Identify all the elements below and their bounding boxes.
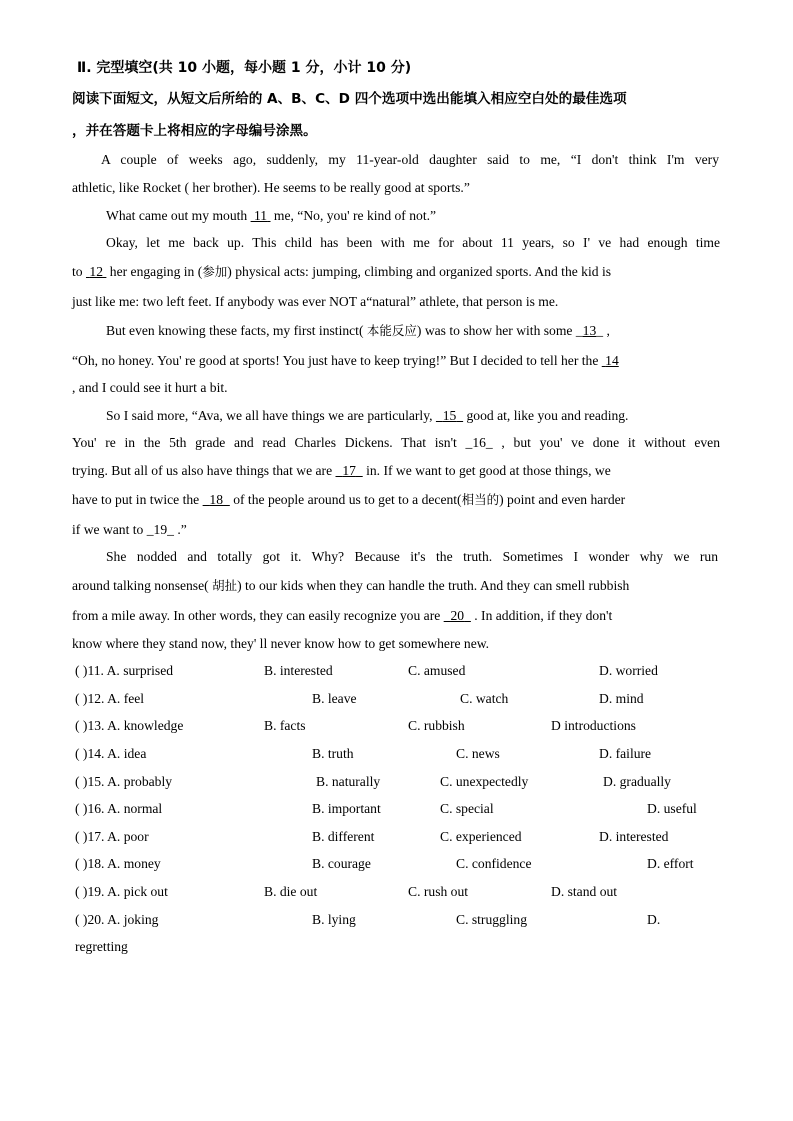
passage-p4-line1 [106, 322, 754, 340]
question-option-c: C. rush out [408, 884, 469, 899]
question-option-d: D. interested [599, 829, 669, 844]
blank-12 [86, 264, 106, 279]
passage-p6-line3 [72, 607, 720, 625]
text-span: . In addition, if they don't [470, 608, 613, 623]
question-row [72, 773, 722, 791]
passage-p5-line2: You' re in the 5th grade and read Charles Dickens. That isn't _16_ , but you' ve done it without even [72, 435, 720, 450]
question-option-d: D. worried [599, 663, 658, 678]
text-span: of the people around us to get to a decent( [229, 492, 462, 507]
question-option-b: B. courage [312, 856, 371, 871]
text-span: But even knowing these facts, my first instinct( [106, 323, 367, 338]
blank-number: 15 [442, 408, 457, 423]
blank-number: 18 [209, 492, 224, 507]
passage-p3-line3: just like me: two left feet. If anybody was ever NOT a“natural” athlete, that person is me. [72, 294, 559, 309]
cjk-gloss: 相当的 [461, 492, 500, 507]
question-option-c: C. experienced [440, 829, 522, 844]
text-span: to [72, 264, 86, 279]
question-option-c: C. watch [460, 691, 509, 706]
blank-number: 20 [450, 608, 465, 623]
question-option-b: B. important [312, 801, 381, 816]
question-row [72, 828, 722, 846]
question-option-c: C. amused [408, 663, 466, 678]
passage-p6-line1: She nodded and totally got it. Why? Because it's the truth. Sometimes I wonder why we run [106, 549, 718, 564]
question-option-d-wrap: regretting [75, 939, 128, 954]
blank-number: 14 [605, 353, 619, 368]
blank-15 [436, 408, 463, 423]
question-option-c: C. rubbish [408, 718, 465, 733]
text-span: in. If we want to get good at those things, we [362, 463, 611, 478]
text-span: have to put in twice the [72, 492, 203, 507]
question-option-d: D. stand out [551, 884, 618, 899]
question-option-b: B. interested [264, 663, 333, 678]
question-option-b: B. die out [264, 884, 318, 899]
cjk-gloss: 胡扯 [212, 578, 238, 593]
text-span: trying. But all of us also have things that we are [72, 463, 336, 478]
question-option-d: D introductions [551, 718, 636, 733]
question-row [72, 855, 722, 873]
text-span: _ , [596, 323, 610, 338]
text-span: good at, like you and reading. [463, 408, 629, 423]
question-option-a: ( )20. A. joking [75, 912, 159, 927]
question-option-a: ( )11. A. surprised [75, 663, 174, 678]
blank-14 [602, 353, 619, 368]
text-span: “Oh, no honey. You' re good at sports! You just have to keep trying!” But I decided to tell her the [72, 353, 602, 368]
blank-20 [444, 608, 471, 623]
question-option-c: C. struggling [456, 912, 527, 927]
blank-18 [203, 492, 230, 507]
question-option-c: C. unexpectedly [440, 774, 529, 789]
passage-p5-line4 [72, 491, 720, 509]
question-option-a: ( )16. A. normal [75, 801, 163, 816]
question-option-a: ( )13. A. knowledge [75, 718, 184, 733]
text-span: So I said more, “Ava, we all have things we are particularly, [106, 408, 436, 423]
passage-p6-line2 [72, 577, 720, 595]
text-span: from a mile away. In other words, they can easily recognize you are [72, 608, 444, 623]
question-option-a: ( )19. A. pick out [75, 884, 168, 899]
text-span: around talking nonsense( [72, 578, 213, 593]
passage-p1-line2: athletic, like Rocket ( her brother). He seems to be really good at sports.” [72, 180, 470, 195]
text-span: ) point and even harder [499, 492, 626, 507]
question-option-b: B. truth [312, 746, 354, 761]
blank-11 [251, 208, 271, 223]
question-option-a: ( )12. A. feel [75, 691, 145, 706]
question-option-d: D. failure [599, 746, 652, 761]
cjk-gloss: 参加 [202, 264, 228, 279]
question-option-d: D. useful [647, 801, 697, 816]
question-row [72, 745, 722, 763]
question-option-a: ( )15. A. probably [75, 774, 173, 789]
text-span: her engaging in ( [106, 264, 203, 279]
question-option-a: ( )18. A. money [75, 856, 161, 871]
section-title: Ⅱ. 完型填空(共 10 小题，每小题 1 分，小计 10 分) [77, 60, 412, 76]
question-row [72, 690, 722, 708]
blank-number: 17 [342, 463, 356, 478]
passage-p3-line1: Okay, let me back up. This child has been with me for about 11 years, so I' ve had enough time [106, 235, 720, 250]
passage-p2-line1 [106, 207, 754, 225]
question-row [72, 911, 722, 929]
blank-13: 13 [582, 323, 597, 338]
instruction-line-2: ，并在答题卡上将相应的字母编号涂黑。 [72, 123, 317, 139]
instruction-line-1: 阅读下面短文，从短文后所给的 A、B、C、D 四个选项中选出能填入相应空白处的最佳选项 [72, 91, 627, 107]
question-option-b: B. lying [312, 912, 356, 927]
text-span: ) physical acts: jumping, climbing and organized sports. And the kid is [227, 264, 612, 279]
question-option-c: C. confidence [456, 856, 532, 871]
question-option-b: B. naturally [316, 774, 381, 789]
passage-p4-line3: , and I could see it hurt a bit. [72, 380, 228, 395]
blank-number: 12 [89, 264, 103, 279]
blank-number: 11 [254, 208, 268, 223]
blank-17 [336, 463, 363, 478]
passage-p4-line2 [72, 352, 720, 370]
passage-p5-line5: if we want to _19_ .” [72, 522, 187, 537]
cjk-gloss: 本能反应 [366, 323, 417, 338]
text-span: ) was to show her with some _ [416, 323, 583, 338]
question-option-d: D. mind [599, 691, 644, 706]
question-row [72, 662, 722, 680]
question-option-a: ( )14. A. idea [75, 746, 147, 761]
question-option-b: B. different [312, 829, 375, 844]
question-option-c: C. news [456, 746, 500, 761]
question-option-c: C. special [440, 801, 494, 816]
text-span: What came out my mouth [106, 208, 251, 223]
text-span: me, “No, you' re kind of not.” [270, 208, 437, 223]
passage-p1-line1: A couple of weeks ago, suddenly, my 11-year-old daughter said to me, “I don't think I'm very [101, 152, 719, 167]
passage-p6-line4: know where they stand now, they' ll never know how to get somewhere new. [72, 636, 490, 651]
question-option-d: D. gradually [603, 774, 671, 789]
question-row [72, 717, 722, 735]
question-option-d: D. effort [647, 856, 694, 871]
passage-p5-line3 [72, 462, 720, 480]
passage-p3-line2 [72, 263, 720, 281]
question-option-d: D. [647, 912, 661, 927]
question-option-b: B. leave [312, 691, 357, 706]
question-option-b: B. facts [264, 718, 306, 733]
passage-p5-line1 [106, 407, 754, 425]
question-row-wrap [72, 938, 722, 956]
question-row [72, 883, 722, 901]
question-row [72, 800, 722, 818]
question-option-a: ( )17. A. poor [75, 829, 149, 844]
text-span: ) to our kids when they can handle the truth. And they can smell rubbish [237, 578, 630, 593]
